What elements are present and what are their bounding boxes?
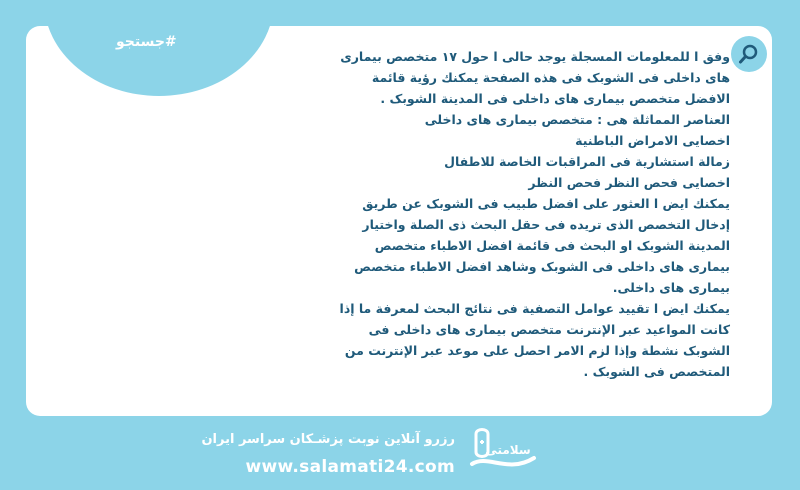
search-button[interactable] (731, 36, 767, 72)
search-icon (738, 43, 760, 65)
paragraph-filter-help: يمكنك ايض ا تقييد عوامل التصفية فی نتائج البحث لمعرفة ما إذا كانت المواعيد عبر الإنترنت متخصص بيماری های داخلی فی الشوبک نشطة وإذا لزم الامر احصل على موعد عبر الإنترنت من المتخصص فی الشوبک . (339, 301, 730, 379)
hashtag-label[interactable]: #جستجو (116, 34, 177, 50)
paragraph-specialty-2: زمالة استشاریة فی المراقبات الخاصة للاطفال (444, 154, 730, 169)
paragraph-similar: العناصر المماثلة هی : متخصص بيماری های داخلی (424, 112, 730, 127)
paragraph-intro: وفق ا للمعلومات المسجلة يوجد حالی ا حول ١٧ متخصص بيماری های داخلی فی الشوبک فی هذه الصفحة يمكنك رؤية قائمة الافضل متخصص بيماری های داخلی فی المدينة الشوبک . (340, 49, 730, 106)
footer-tagline: رزرو آنلاین نوبت پزشـکان سراسر ایران (201, 432, 455, 447)
paragraph-specialty-3: اخصایی فحص النظر فحص النظر (528, 175, 730, 190)
article-text (330, 46, 730, 382)
salamati-logo-icon[interactable] (468, 424, 538, 480)
paragraph-specialty-1: اخصایی الامراض الباطنیة (575, 133, 730, 148)
paragraph-search-help: يمكنك ايض ا العثور على افضل طبيب فی الشوبک عن طريق إدخال التخصص الذی تريده فی حقل البحث ذی الصلة واختيار المدينة الشوبک او البحث فی قائمة افضل الاطباء متخصص بيماری های داخلی فی الشوبک وشاهد افضل الاطباء متخصص بيماری های داخلی. (354, 196, 730, 295)
footer-website-link[interactable]: www.salamati24.com (245, 457, 455, 477)
logo-text: سلامتی (485, 443, 531, 457)
content-card (26, 26, 772, 416)
